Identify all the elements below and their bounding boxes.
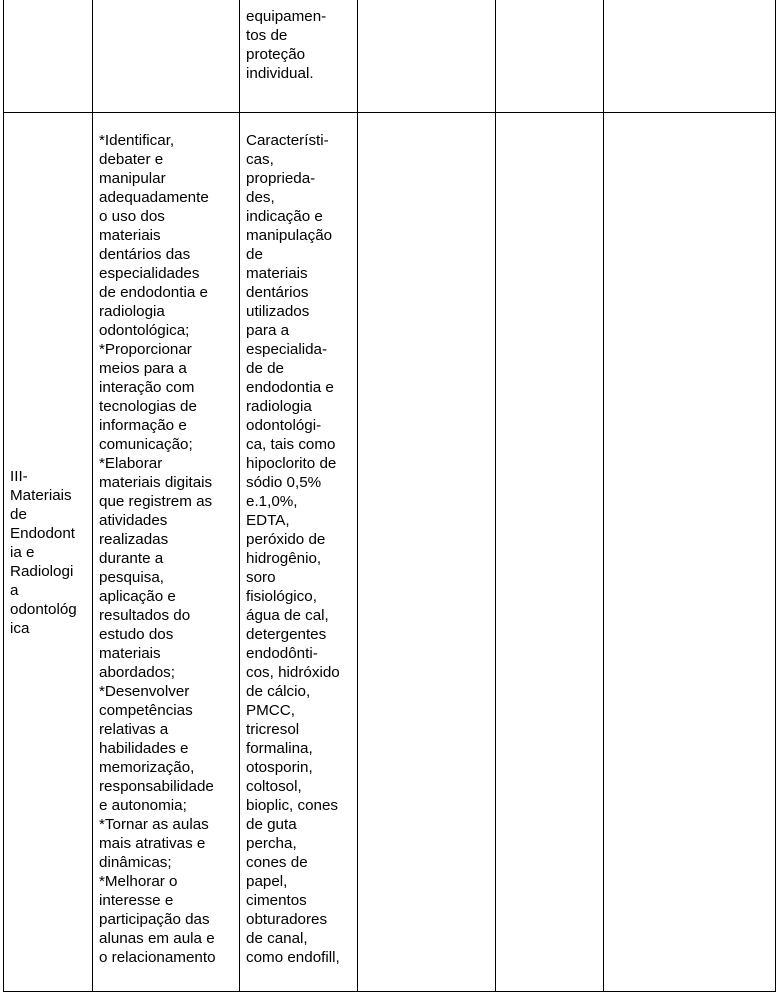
table-row [4, 113, 776, 992]
table-row [4, 0, 776, 113]
content-cell: equipamen- tos de proteção individual. [240, 0, 358, 113]
unit-cell [4, 0, 93, 113]
content-cell: Característi- cas, proprieda- des, indicação e manipulação de materiais dentários utilizados para a especialida- de de endodontia e radiologia odontológi- ca, tais como hipoclorito de sódio 0,5% e.1,0%, EDTA, peróxido de hidrogênio, soro fisiológico, água de cal, detergentes endodônti- cos, hidróxido de cálcio, PMCC, tricresol formalina, otosporin, coltosol, bioplic, cones de guta percha, cones de papel, cimentos obturadores de canal, como endofill, [240, 113, 358, 992]
content-table [3, 0, 776, 992]
objectives-cell [93, 0, 240, 113]
empty-cell-6 [604, 0, 776, 113]
empty-cell-4 [358, 113, 496, 992]
empty-cell-5 [496, 113, 604, 992]
empty-cell-5 [496, 0, 604, 113]
unit-cell: III- Materiais de Endodont ia e Radiologi a odontológ ica [4, 113, 93, 992]
empty-cell-6 [604, 113, 776, 992]
empty-cell-4 [358, 0, 496, 113]
objectives-cell: *Identificar, debater e manipular adequadamente o uso dos materiais dentários das especialidades de endodontia e radiologia odontológica; *Proporcionar meios para a interação com tecnologias de informação e comunicação; *Elaborar materiais digitais que registrem as atividades realizadas durante a pesquisa, aplicação e resultados do estudo dos materiais abordados; *Desenvolver competências relativas a habilidades e memorização, responsabilidade e autonomia; *Tornar as aulas mais atrativas e dinâmicas; *Melhorar o interesse e participação das alunas em aula e o relacionamento [93, 113, 240, 992]
